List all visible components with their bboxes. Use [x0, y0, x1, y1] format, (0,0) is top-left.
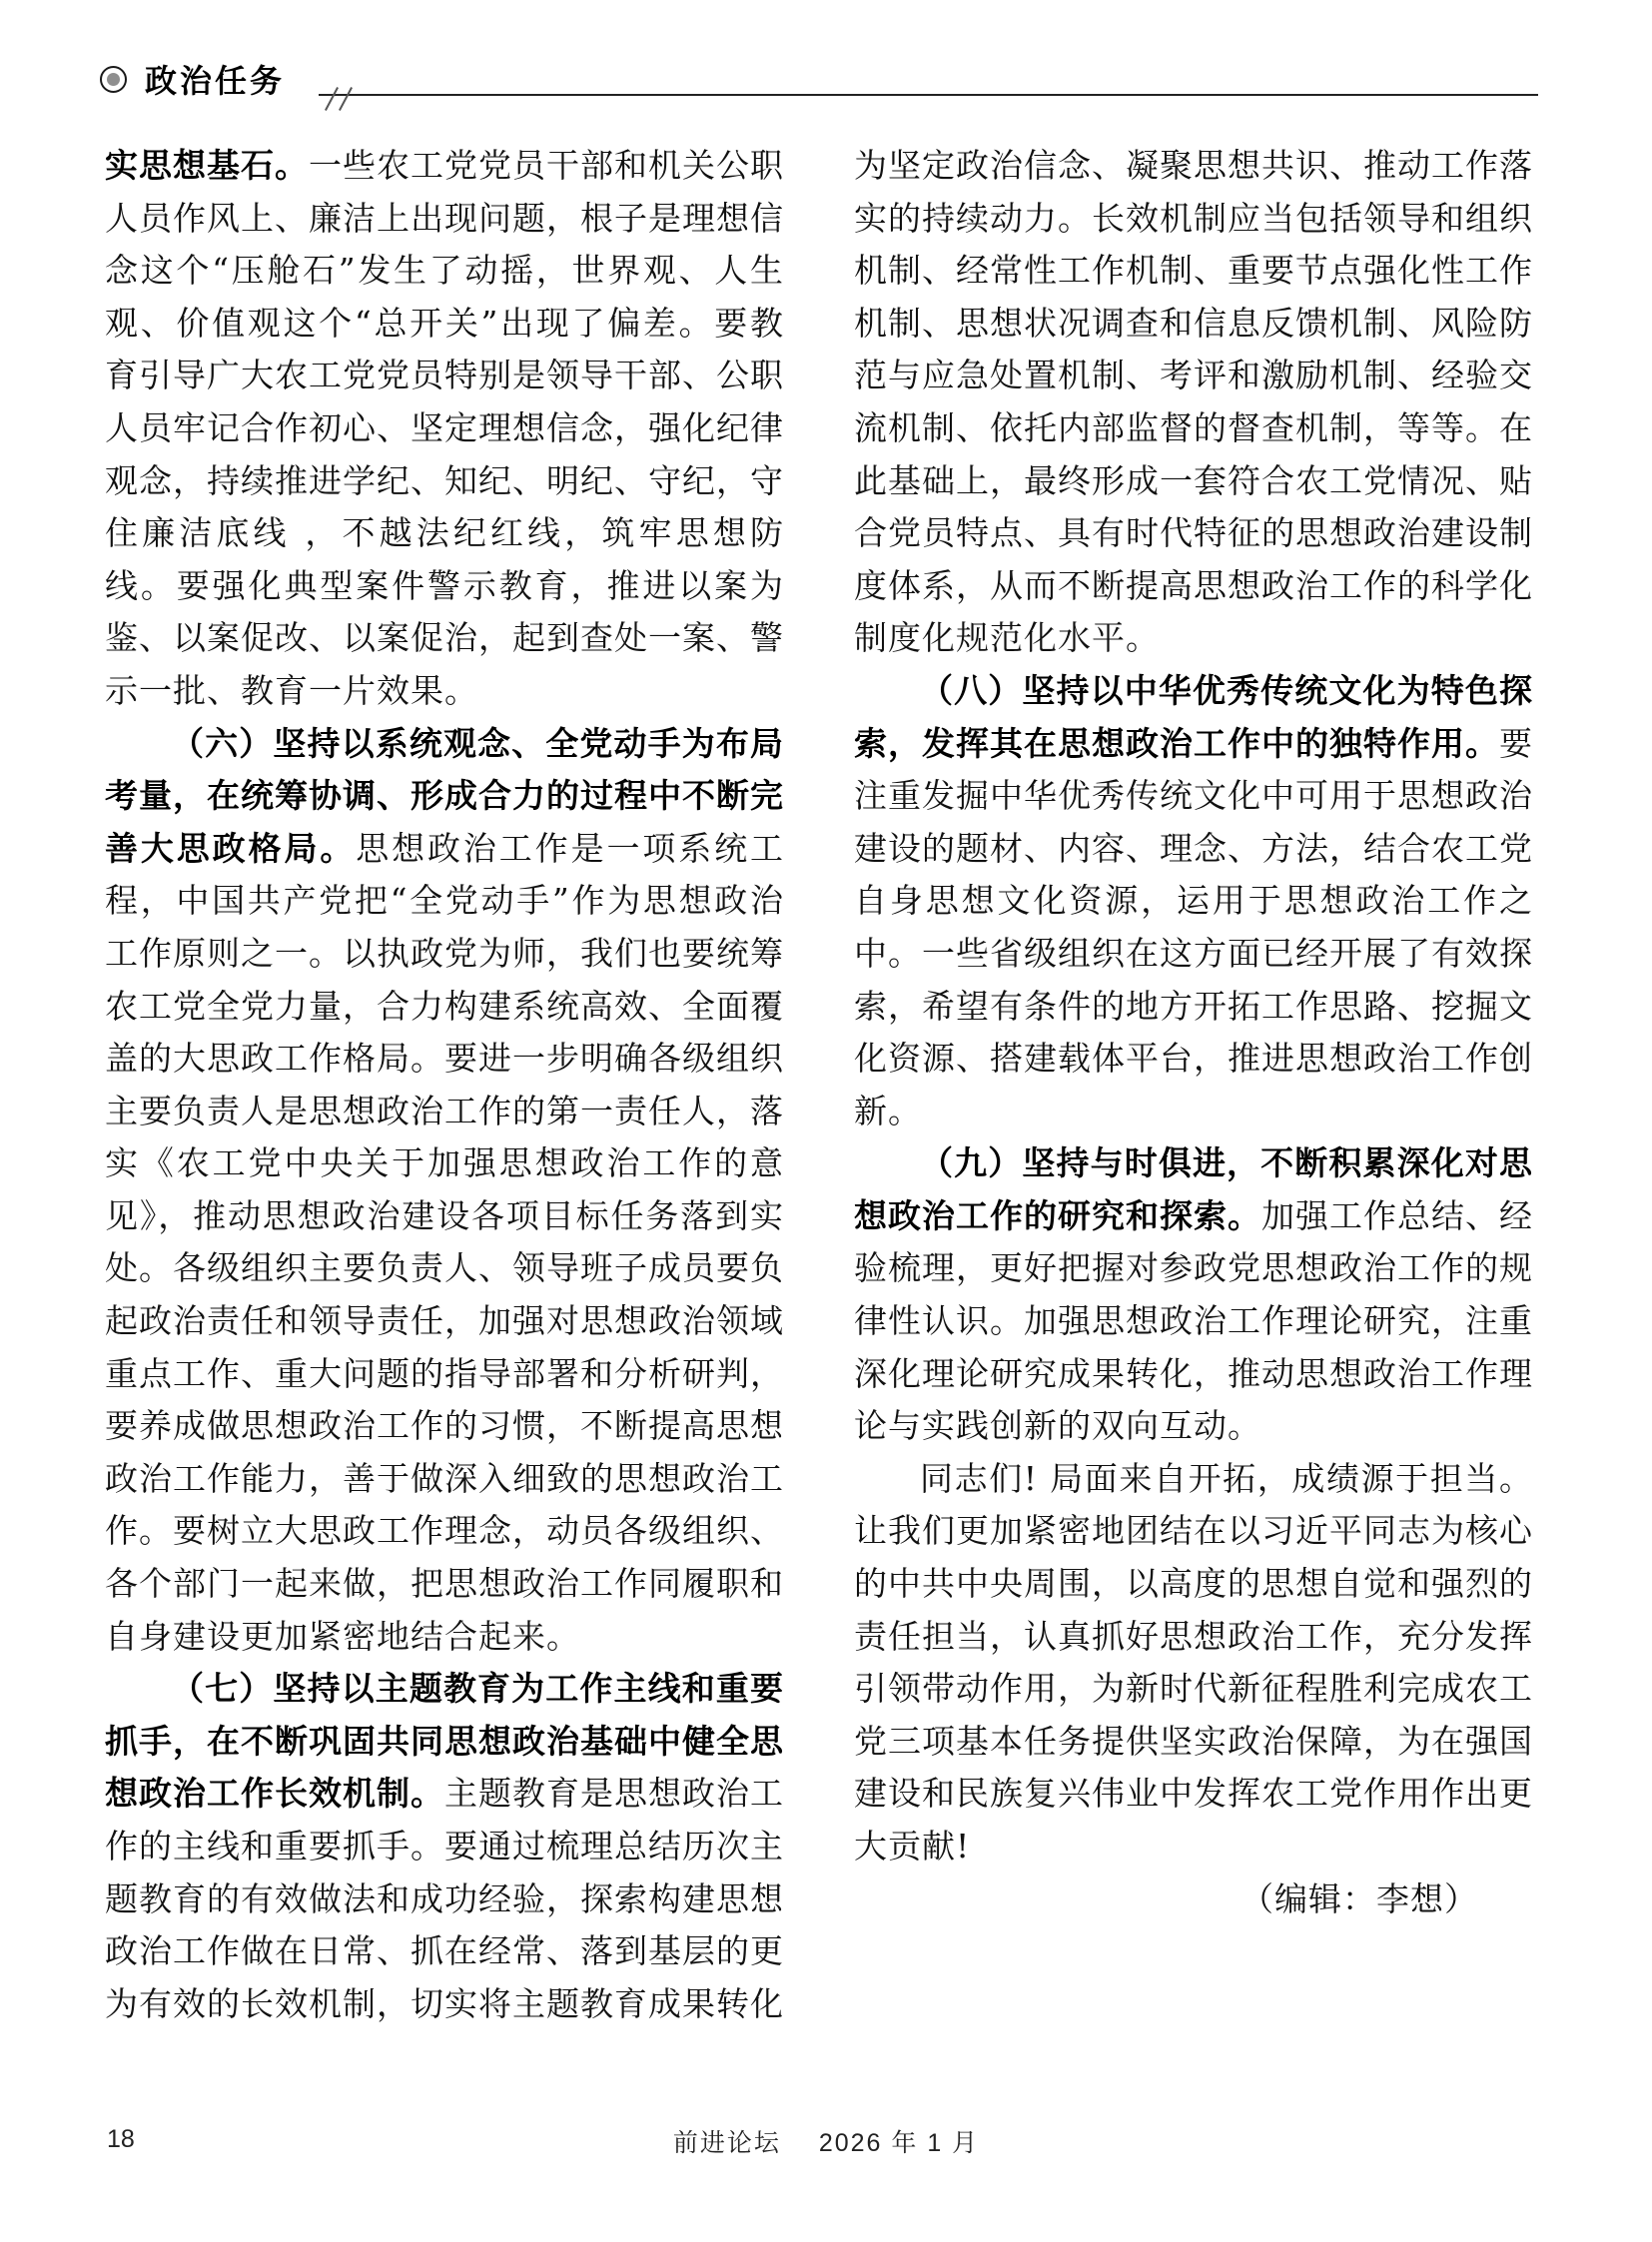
editor-note: （编辑：李想） — [1240, 1878, 1478, 1918]
paragraph-lead-bold: （八）坚持以中华优秀传统文化为特色探索，发挥其在思想政治工作中的独特作用。 — [854, 670, 1533, 763]
paragraph-section-9 — [854, 1137, 1533, 1453]
paragraph-text: 同志们! 局面来自开拓，成绩源于担当。让我们更加紧密地团结在以习近平同志为核心的中共中央周围，以高度的思想自觉和强烈的责任担当，认真抓好思想政治工作，充分发挥引领带动作用，为新时代新征程胜利完成农工党三项基本任务提供坚实政治保障，为在强国建设和民族复兴伟业中发挥农工党作用作出更大贡献! — [854, 1458, 1533, 1866]
header-rule — [319, 94, 1538, 96]
page-footer — [105, 2123, 1547, 2163]
paragraph-text: 主题教育是思想政治工作的主线和重要抓手。要通过梳理总结历次主题教育的有效做法和成功经验，探索构建思想政治工作做在日常、抓在经常、落到基层的更为有效的长效机制，切实将主题教育成果转化为坚定政治信念、凝聚思想共识、推动工作落实的持续动力。长效机制应当包括领导和组织机制、经常性工作机制、重要节点强化性工作机制、思想状况调查和信息反馈机制、风险防范与应急处置机制、考评和激励机制、经验交流机制、依托内部监督的督查机制，等等。在此基础上，最终形成一套符合农工党情况、贴合党员特点、具有时代特征的思想政治建设制度体系，从而不断提高思想政治工作的科学化制度化规范化水平。 — [105, 146, 1533, 2023]
paragraph-lead-bold: （七）坚持以主题教育为工作主线和重要抓手，在不断巩固共同思想政治基础中健全思想政治工作长效机制。 — [105, 1669, 784, 1814]
paragraph-lead-bold: （六）坚持以系统观念、全党动手为布局考量，在统筹协调、形成合力的过程中不断完善大思政格局。 — [105, 723, 784, 868]
paragraph-section-8 — [854, 665, 1533, 1137]
paragraph-text: 思想政治工作是一项系统工程，中国共产党把“全党动手”作为思想政治工作原则之一。以执政党为师，我们也要统筹农工党全党力量，合力构建系统高效、全面覆盖的大思政工作格局。要进一步明确各级组织主要负责人是思想政治工作的第一责任人，落实《农工党中央关于加强思想政治工作的意见》，推动思想政治建设各项目标任务落到实处。各级组织主要负责人、领导班子成员要负起政治责任和领导责任，加强对思想政治领域重点工作、重大问题的指导部署和分析研判，要养成做思想政治工作的习惯，不断提高思想政治工作能力，善于做深入细致的思想政治工作。要树立大思政工作理念，动员各级组织、各个部门一起来做，把思想政治工作同履职和自身建设更加紧密地结合起来。 — [105, 828, 785, 1656]
footer-journal-line — [105, 2123, 1547, 2159]
slash-decoration-icon — [339, 87, 353, 111]
paragraph-lead-bold: 实思想基石。 — [105, 146, 309, 185]
paragraph-continuation — [105, 140, 784, 718]
ring-dot-icon-center — [107, 73, 120, 86]
page-header — [0, 56, 1538, 102]
section-title: 政治任务 — [145, 62, 286, 100]
journal-name: 前进论坛 — [672, 2129, 781, 2157]
paragraph-section-6 — [105, 718, 784, 1664]
ring-dot-icon — [100, 66, 127, 93]
issue-date: 2026 年 1 月 — [818, 2129, 980, 2157]
paragraph-text: 要注重发掘中华优秀传统文化中可用于思想政治建设的题材、内容、理念、方法，结合农工党自身思想文化资源，运用于思想政治工作之中。一些省级组织在这方面已经开展了有效探索，希望有条件的地方开拓工作思路、挖掘文化资源、搭建载体平台，推进思想政治工作创新。 — [854, 723, 1533, 1130]
slash-decoration-icon — [325, 87, 339, 111]
paragraph-closing — [854, 1453, 1533, 1873]
paragraph-lead-bold: （九）坚持与时俱进，不断积累深化对思想政治工作的研究和探索。 — [854, 1143, 1533, 1235]
page-number: 18 — [107, 2125, 135, 2153]
paragraph-text: 一些农工党党员干部和机关公职人员作风上、廉洁上出现问题，根子是理想信念这个“压舱石”发生了动摇，世界观、人生观、价值观这个“总开关”出现了偏差。要教育引导广大农工党党员特别是领导干部、公职人员牢记合作初心、坚定理想信念，强化纪律观念，持续推进学纪、知纪、明纪、守纪，守住廉洁底线 ，不越法纪红线，筑牢思想防线。要强化典型案件警示教育，推进以案为鉴、以案促改、以案促治，起到查处一案、警示一批、教育一片效果。 — [105, 146, 784, 710]
article-body — [105, 140, 1533, 2033]
paragraph-text: 加强工作总结、经验梳理，更好把握对参政党思想政治工作的规律性认识。加强思想政治工作理论研究，注重深化理论研究成果转化，推动思想政治工作理论与实践创新的双向互动。 — [854, 1195, 1533, 1446]
